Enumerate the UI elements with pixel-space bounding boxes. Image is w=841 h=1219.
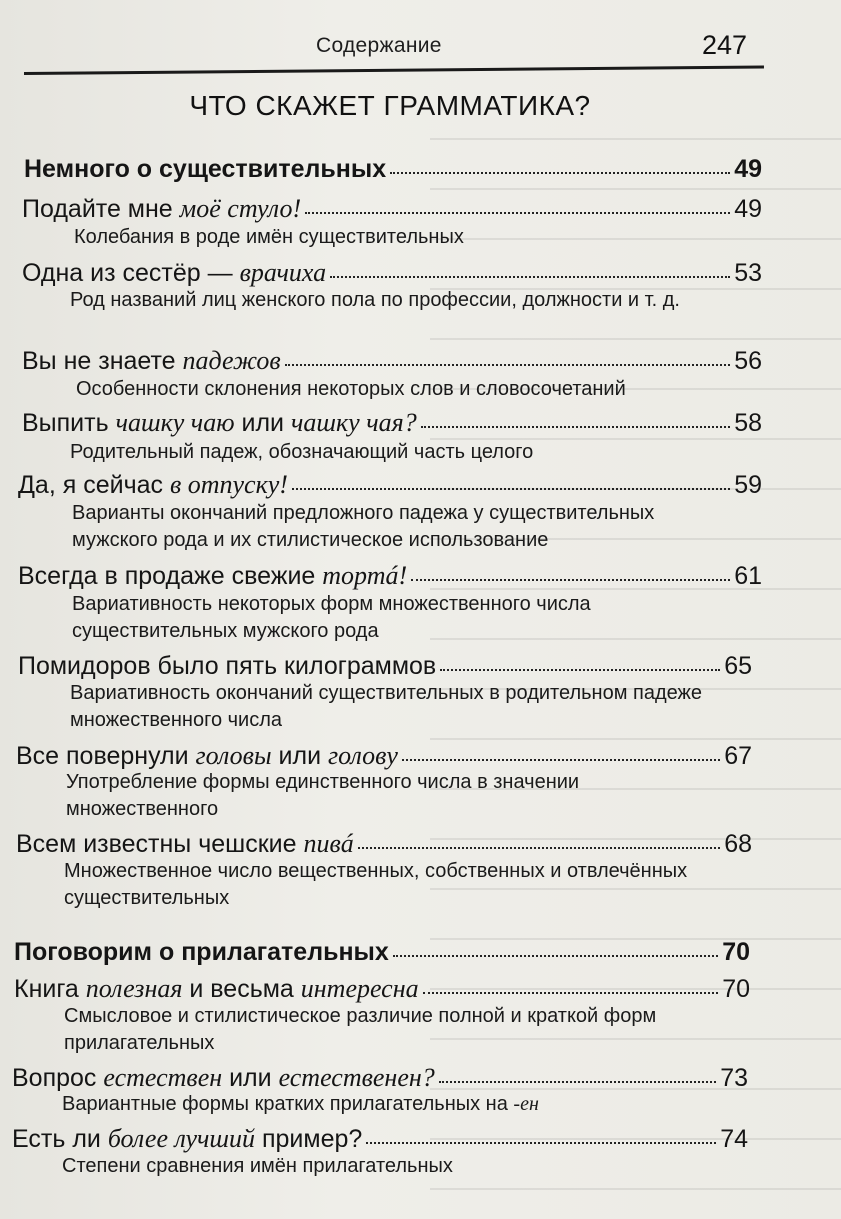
dot-leader <box>440 669 720 671</box>
entry-title: Все повернули головы или голову <box>16 741 398 770</box>
toc-page-number: 70 <box>722 938 750 966</box>
entry-title: Подайте мне моё стуло! <box>22 194 302 223</box>
toc-page-number: 61 <box>734 562 762 590</box>
entry-title: Вы не знаете падежов <box>22 346 281 375</box>
toc-page-number: 65 <box>724 652 752 680</box>
entry-title: Выпить чашку чаю или чашку чая? <box>22 408 417 437</box>
toc-entry <box>22 194 762 224</box>
entry-description: Степени сравнения имён прилагательных <box>62 1155 453 1177</box>
entry-description: Множественное число вещественных, собственных и отвлечённых существительных <box>64 860 688 909</box>
toc-entry <box>12 1063 748 1093</box>
toc-entry <box>18 470 762 500</box>
toc-page-number: 73 <box>720 1064 748 1092</box>
dot-leader <box>366 1142 716 1144</box>
entry-title: Книга полезная и весьма интересна <box>14 974 419 1003</box>
entry-description: Вариативность некоторых форм множественного числа существительных мужского рода <box>72 593 591 642</box>
toc-entry <box>16 741 752 771</box>
toc-entry <box>18 652 752 681</box>
running-head-title: Содержание <box>316 34 442 57</box>
toc-page-number: 49 <box>734 155 762 183</box>
toc-page-number: 59 <box>734 471 762 499</box>
dot-leader <box>390 172 730 174</box>
dot-leader <box>292 488 730 490</box>
toc-entry <box>22 408 762 438</box>
entry-title: Да, я сейчас в отпуску! <box>18 470 288 499</box>
toc-section <box>14 938 750 967</box>
toc-entry <box>22 346 762 376</box>
toc-page-number: 68 <box>724 830 752 858</box>
toc-page-number: 56 <box>734 347 762 375</box>
dot-leader <box>402 759 720 761</box>
dot-leader <box>423 992 719 994</box>
toc-entry <box>12 1124 748 1154</box>
entry-description: Особенности склонения некоторых слов и словосочетаний <box>76 378 626 400</box>
toc-page-number: 58 <box>734 409 762 437</box>
entry-title: Всем известны чешские пивá <box>16 829 354 858</box>
dot-leader <box>393 955 718 957</box>
dot-leader <box>358 847 720 849</box>
entry-title: Есть ли более лучший пример? <box>12 1124 363 1153</box>
dot-leader <box>411 579 730 581</box>
entry-title: Помидоров было пять килограммов <box>18 652 437 680</box>
toc-page-number: 74 <box>720 1125 748 1153</box>
toc-entry <box>14 974 750 1004</box>
entry-description: Родительный падеж, обозначающий часть целого <box>70 441 534 463</box>
entry-title: Вопрос естествен или естественен? <box>12 1063 435 1092</box>
toc-entry <box>16 829 752 859</box>
entry-description: Род названий лиц женского пола по профессии, должности и т. д. <box>70 289 680 311</box>
entry-description: Вариативность окончаний существительных в родительном падеже множественного числа <box>70 682 703 731</box>
entry-description: Вариантные формы кратких прилагательных на -ен <box>62 1093 539 1115</box>
entry-description: Употребление формы единственного числа в значении множественного <box>66 771 580 820</box>
toc-page-number: 70 <box>722 975 750 1003</box>
toc-page-number: 67 <box>724 742 752 770</box>
dot-leader <box>439 1081 716 1083</box>
dot-leader <box>421 426 730 428</box>
dot-leader <box>305 212 730 214</box>
page-number: 247 <box>702 30 748 60</box>
part-title: ЧТО СКАЖЕТ ГРАММАТИКА? <box>189 90 591 121</box>
entry-description: Варианты окончаний предложного падежа у существительных мужского рода и их стилистическое использование <box>72 502 655 551</box>
entry-description: Колебания в роде имён существительных <box>74 226 464 248</box>
toc-page-number: 49 <box>734 195 762 223</box>
entry-title: Одна из сестёр — врачиха <box>22 258 327 287</box>
dot-leader <box>330 276 730 278</box>
entry-description: Смысловое и стилистическое различие полной и краткой форм прилагательных <box>64 1005 657 1054</box>
toc-entry <box>22 258 762 288</box>
entry-title: Всегда в продаже свежие тортá! <box>18 561 408 590</box>
section-title: Поговорим о прилагательных <box>14 938 389 966</box>
dot-leader <box>285 364 730 366</box>
section-title: Немного о существительных <box>24 155 387 183</box>
toc-entry <box>18 561 762 591</box>
toc-page-number: 53 <box>734 259 762 287</box>
toc-section <box>24 155 762 184</box>
